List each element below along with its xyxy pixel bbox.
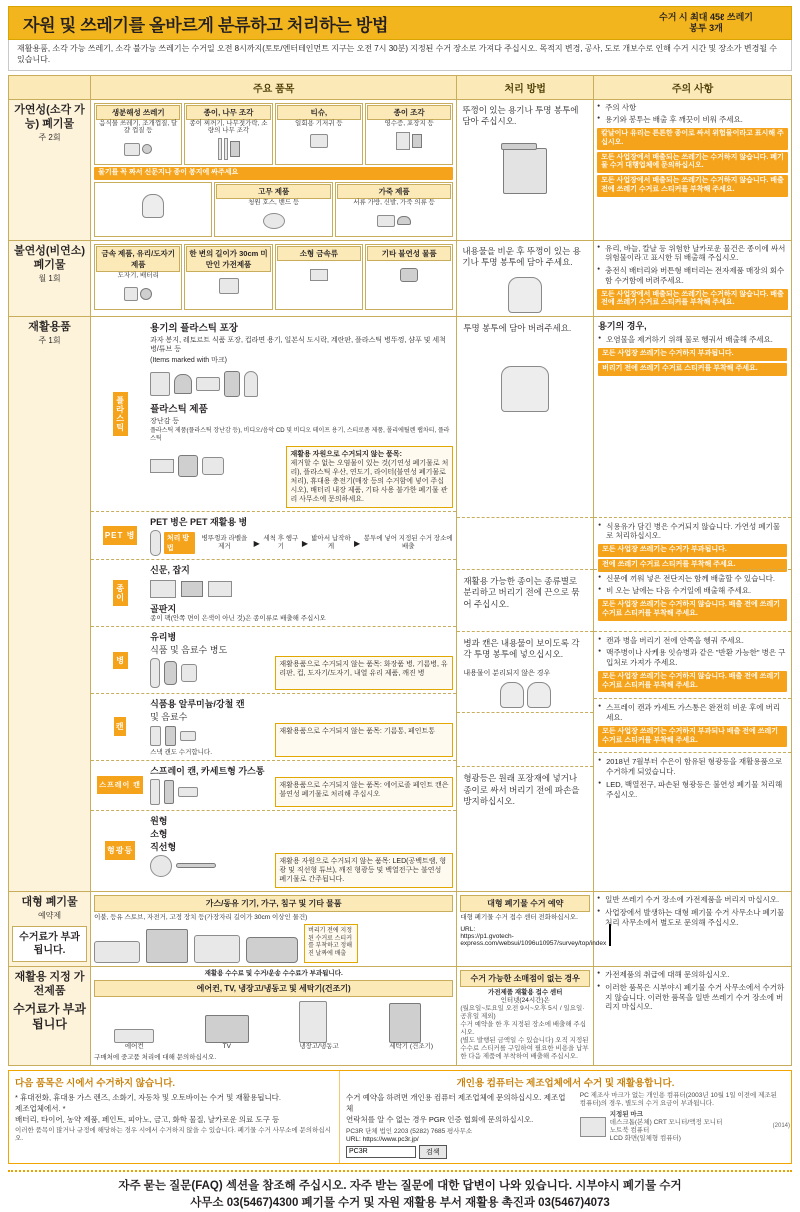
notes-title: 용기의 경우, xyxy=(598,320,647,331)
item-caption: 음식물 쓰레기, 조개껍질, 달걀 껍질 등 xyxy=(99,119,178,135)
tab-pet xyxy=(94,515,146,556)
center-note: (별도 발행된 금액일 수 있습니다) 오직 지정된 수수료 스티커를 구입하여 필요한 비용을 납부한 다음 제품에 부착하여 배출해 주십시오. xyxy=(460,1037,589,1061)
category-label: 재활용 지정 가전제품 xyxy=(14,971,85,998)
paper-scrap-icon xyxy=(367,127,451,155)
category-appliance xyxy=(9,967,91,1065)
metal-ceramic-icon xyxy=(96,280,180,308)
item-cell xyxy=(94,244,182,310)
note-warning: 모든 사업장 쓰레기는 수거하지 않습니다. 배출 전에 쓰레기 수거료 스티커를 부착해 주세요. xyxy=(598,671,787,693)
appliance-sublabel: 에어컨 xyxy=(124,1042,144,1050)
tissue-icon xyxy=(277,127,361,155)
plastics-title: 용기의 플라스틱 포장 xyxy=(150,322,238,334)
cans-title2: 및 음료수 xyxy=(150,712,188,722)
center-phone: 인터넷(24시간)은 xyxy=(500,996,550,1004)
tab-spray xyxy=(94,764,146,807)
food-waste-icon xyxy=(96,135,180,163)
plastics-desc3: 플라스틱 제품(플라스틱 장난감 등), 비디오/음악 CD 및 비디오 테이프 용기, 스티로폼 제품, 폴리에틸렌 랩차티, 플라스틱 xyxy=(150,428,450,442)
search-button[interactable]: 검색 xyxy=(419,1145,447,1159)
item-label: 가죽 제품 xyxy=(337,184,451,199)
pc-line1: 수거 예약을 하려면 개인용 컴퓨터 제조업체에 문의하십시오. 제조업체 xyxy=(346,1092,566,1113)
pet-step-3: 밟아서 납작하게 xyxy=(311,535,351,551)
table-row xyxy=(9,99,792,240)
pet-notes xyxy=(594,517,791,569)
page-mark: (2014) xyxy=(772,1123,790,1129)
fluorescent-title3: 직선형 xyxy=(150,841,177,852)
category-nonburnable xyxy=(9,240,91,316)
note-line: ● 맥주병이나 사케용 잇슈병과 같은 "반환 가능한" 병은 구입처로 가져가 주세요. xyxy=(598,648,787,668)
arrow-icon: ▶ xyxy=(354,538,361,548)
transparent-bag-icon xyxy=(461,366,589,412)
reserve-head: 대형 폐기물 수거 예약 xyxy=(460,895,590,912)
spray-can-icons xyxy=(150,777,271,807)
method-text: 병과 캔은 내용물이 보이도록 각각 투명 봉투에 넣으십시오. xyxy=(463,637,580,660)
tab-label: PET 병 xyxy=(103,526,138,545)
pet-bottle-icon xyxy=(150,530,161,556)
faq-line1: 자주 묻는 질문(FAQ) 섹션을 참조해 주십시오. 자주 받는 질문에 대한 답변이 나와 있습니다. 시부야시 폐기물 수거 xyxy=(118,1179,682,1192)
appliance-sublabel: 냉장고/냉동고 xyxy=(299,1042,339,1050)
item-caption: 서류 가방, 신발, 가죽 의류 등 xyxy=(353,198,435,206)
note-line: ● 비 오는 날에는 다음 수거일에 배출해 주세요. xyxy=(598,586,787,596)
bottom-left-line: * 휴대전화, 휴대용 가스 렌즈, 소화기, 자동차 및 오토바이는 수거 및 재활용됩니다. xyxy=(15,1092,282,1102)
header-subtext: 재활용품, 소각 가능 쓰레기, 소각 불가능 쓰레기는 수거일 오전 8시까지(토토/엔터테인먼트 지구는 오전 7시 30분) 지정된 수거 장소로 가져다 주십시오. 목적지 변경, 공사, 도로 개보수로 인해 수거 시간 및 장소가 변경될 수 있습니다. xyxy=(8,40,792,71)
tab-plastics xyxy=(94,320,146,509)
section-fluorescent xyxy=(91,810,456,891)
item-label: 티슈, xyxy=(277,105,361,120)
tab-label: 플라스틱 xyxy=(113,392,128,436)
note-line: ● 가전제품의 취급에 대해 문의하십시오. xyxy=(597,970,788,980)
col-category xyxy=(9,75,91,99)
bottom-right-title: 개인용 컴퓨터는 제조업체에서 수거 및 재활용합니다. xyxy=(456,1077,675,1089)
item-label: 생분해성 쓰레기 xyxy=(96,105,180,120)
exclusion-title: 재활용 자원으로 수거되지 않는 품목: xyxy=(290,450,402,458)
plastics-notes xyxy=(594,317,791,517)
note-warning: 모든 사업장 쓰레기는 수거하지 부과됩니다. xyxy=(598,348,787,361)
table-row xyxy=(9,892,792,967)
appliance-notes xyxy=(594,967,792,1065)
submethod-text: 내용물이 분리되지 않은 경우 xyxy=(463,669,551,677)
bottle-icons xyxy=(150,656,271,690)
header-note-line2: 봉투 3개 xyxy=(689,23,723,33)
recyclable-items xyxy=(91,316,457,891)
nonburnable-notes xyxy=(594,240,792,316)
pc-url[interactable]: https://www.pc3r.jp/ xyxy=(362,1135,419,1143)
page-header xyxy=(8,6,792,40)
method-text: 재활용 가능한 종이는 종류별로 분리하고 버리기 전에 끈으로 묶어 주십시오. xyxy=(463,575,580,609)
section-bottles xyxy=(91,626,456,693)
item-cell xyxy=(335,182,453,237)
note-warning: 모든 사업장에서 배출되는 쓰레기는 수거하지 않습니다. 배출 전에 쓰레기 수거료 스티커를 부착해 주세요. xyxy=(597,289,788,311)
item-label: 종이, 나무 조각 xyxy=(186,105,270,120)
category-frequency: 주 2회 xyxy=(38,133,61,143)
note-line: ● 충전식 배터리와 버튼형 배터리는 전자제품 매장의 회수함 수거함에 버려주세요. xyxy=(597,266,788,286)
section-plastics xyxy=(91,317,456,512)
item-cell xyxy=(214,182,332,237)
pc-url-label: URL: xyxy=(346,1135,361,1143)
badge-line: LCD 화면(일체형 컴퓨터) xyxy=(609,1135,681,1143)
tab-label: 형광등 xyxy=(105,841,135,860)
item-label: 종이 조각 xyxy=(367,105,451,120)
arrow-icon: ▶ xyxy=(253,538,260,548)
pc-note: PC 제조사 마크가 없는 개인용 컴퓨터(2003년 10월 1일 이전에 제조된 컴퓨터)의 경우, 별도의 수거 요금이 부과됩니다. xyxy=(579,1091,777,1107)
bottles-notes xyxy=(594,631,791,699)
pc-search[interactable] xyxy=(346,1145,572,1159)
plastics-title2: 플라스틱 제품 xyxy=(150,403,208,415)
section-cans xyxy=(91,693,456,760)
center-hours: (월요일~토요일 오전 9시~오후 5시 / 일요일·공휴일 제외) xyxy=(460,1004,585,1020)
item-cell xyxy=(365,244,453,310)
note-line: ● 신문에 끼워 넣은 전단지는 함께 배출할 수 있습니다. xyxy=(598,574,787,584)
bottom-left-title: 다음 품목은 시에서 수거하지 않습니다. xyxy=(15,1077,176,1089)
item-label: 기타 불연성 물품 xyxy=(367,246,451,261)
table-row xyxy=(9,316,792,891)
item-cell xyxy=(184,244,272,310)
category-oversize xyxy=(9,892,91,967)
item-cell xyxy=(94,182,212,237)
method-text: 형광등은 원래 포장재에 넣거나 종이로 싸서 버리기 전에 파손을 방지하십시오. xyxy=(463,773,580,806)
cans-title: 식품용 알루미늄/강철 캔 xyxy=(150,699,245,709)
category-label: 대형 폐기물 xyxy=(21,896,78,909)
item-caption xyxy=(96,184,210,192)
fee-badge: 수거료가 부과 됩니다. xyxy=(12,926,87,962)
section-pet xyxy=(91,511,456,559)
faq-footer xyxy=(8,1170,792,1212)
item-caption: 일회용 기저귀 등 xyxy=(295,119,343,127)
plastics-desc: 과자 봉지, 레토르트 식품 포장, 컵라면 용기, 일본식 도시락, 계란판, 플라스틱 병뚜껑, 샴푸 및 세척 병/튜브 등 xyxy=(150,336,446,353)
section-spray xyxy=(91,760,456,810)
section-paper xyxy=(91,559,456,626)
appliance-method xyxy=(457,967,594,1065)
cans-exclusions: 재활용품으로 수거되지 않는 품목: 기름통, 페인트통 xyxy=(275,723,453,757)
tab-bottles xyxy=(94,630,146,690)
pc-line2: 연락처를 알 수 없는 경우 PGR 인증 협회에 문의하십시오. xyxy=(346,1114,534,1124)
paper-title2: 골판지 xyxy=(150,604,177,615)
item-caption: 영수증, 포장지 등 xyxy=(384,119,434,127)
oversize-icons xyxy=(94,924,453,963)
bottles-title2: 식품 및 음료수 병도 xyxy=(150,645,228,655)
leather-goods-icon xyxy=(337,207,451,235)
note-line: ● 용기와 봉투는 배출 후 깨끗이 비워 주세요. xyxy=(597,115,788,125)
fluorescent-title2: 소형 xyxy=(150,828,168,839)
rubber-hose-icon xyxy=(216,207,330,235)
bottom-left xyxy=(9,1071,339,1163)
center-name: 가전제품 재활용 접수 센터 xyxy=(487,989,563,997)
item-cell xyxy=(184,103,272,166)
note-line: ● 주의 사항 xyxy=(597,103,788,113)
table-header-row xyxy=(9,75,792,99)
recyclable-notes xyxy=(594,316,792,891)
note-line: ● 일반 쓰레기 수거 장소에 가전제품을 버리지 마십시오. xyxy=(597,895,788,905)
table-row xyxy=(9,967,792,1065)
reserve-phone: 대형 폐기물 수거 접수 센터 전화하십시오. xyxy=(460,914,578,922)
spray-exclusions: 재활용품으로 수거되지 않는 품목: 에어로졸 페인트 캔은 불연성 폐기물로 처리해 주십시오 xyxy=(275,777,453,807)
can-icons xyxy=(150,723,271,749)
category-frequency: 월 1회 xyxy=(38,274,61,284)
tab-label: 종이 xyxy=(113,580,128,606)
burnable-wrap-note: 물기를 꼭 짜서 신문지나 종이 봉지에 싸주세요 xyxy=(94,167,453,180)
reserve-url-label: URL: xyxy=(460,925,476,933)
note-line: ● 식용유가 담긴 병은 수거되지 않습니다. 가연성 폐기물로 처리하십시오. xyxy=(598,522,787,542)
item-cell xyxy=(275,244,363,310)
item-label: 한 변의 길이가 30cm 미만인 가전제품 xyxy=(186,246,270,272)
fluorescent-icons xyxy=(150,853,271,879)
lidded-bin-icon xyxy=(460,140,590,194)
pc-mark-icon xyxy=(580,1117,606,1137)
header-note-line1: 수거 시 최대 45ℓ 쓰레기 xyxy=(659,11,753,22)
oversize-tag-note: 버리기 전에 지정된 수거료 스티커를 부착하고 정해진 날짜에 배출 xyxy=(304,924,358,963)
fluorescent-notes xyxy=(594,752,791,806)
appliance-items-label: 에어컨, TV, 냉장고/냉동고 및 세탁기(건조기) xyxy=(94,980,453,997)
bottom-left-line: 제조업체에서. * xyxy=(15,1103,66,1113)
category-recyclable xyxy=(9,316,91,891)
note-line: ● 캔과 병을 버리기 전에 안쪽을 헹궈 주세요. xyxy=(598,636,787,646)
bottles-exclusions: 재활용품으로 수거되지 않는 품목: 화장품 병, 기름병, 유리판, 컵, 도자기/도자기, 내열 유리 제품, 깨진 병 xyxy=(275,656,453,690)
category-label: 가연성(소각 가능) 폐기물 xyxy=(14,103,85,130)
other-nonburnable-icon xyxy=(367,261,451,289)
note-line: ● LED, 백열전구, 파손된 형광등은 불연성 폐기물 처리해 주십시오. xyxy=(598,780,787,800)
center-title: 수거 가능한 소매점이 없는 경우 xyxy=(460,970,590,987)
page-title: 자원 및 쓰레기를 올바르게 분류하고 처리하는 방법 xyxy=(23,15,389,35)
header-note xyxy=(621,7,791,39)
appliance-bottom-note: 구매처에 중고품 처리에 대해 문의하십시오. xyxy=(94,1053,217,1061)
burnable-method xyxy=(457,99,594,240)
plastics-items-icons xyxy=(150,367,453,401)
item-caption: 청원 호스, 밴드 등 xyxy=(248,198,300,206)
bottom-right xyxy=(340,1071,791,1163)
item-cell xyxy=(275,103,363,166)
pet-step-4: 봉투에 넣어 지정된 수거 장소에 배출 xyxy=(363,535,453,551)
appliance-items xyxy=(91,967,457,1065)
method-text: 투명 봉투에 담아 버려주세요. xyxy=(463,322,572,333)
col-notes: 주의 사항 xyxy=(594,75,792,99)
two-bags-icon xyxy=(461,682,589,708)
category-label: 재활용품 xyxy=(28,320,71,333)
pet-step-1: 병뚜껑과 라벨을 제거 xyxy=(201,535,248,551)
method-text: 내용물을 비운 후 뚜껑이 있는 용기나 투명 봉투에 담아 주세요. xyxy=(462,245,581,268)
note-line: ● 사업장에서 발생하는 대형 폐기물 수거 사무소나 폐기물 처리 사무소에서 별도로 문의해 주십시오. xyxy=(597,908,788,928)
method-text: 뚜껑이 있는 용기나 투명 봉투에 담아 주십시오. xyxy=(462,104,579,127)
plastic-bag-icon xyxy=(96,192,210,220)
spray-method xyxy=(457,712,593,766)
small-metal-icon xyxy=(277,261,361,289)
fluorescent-title: 원형 xyxy=(150,815,168,826)
table-row xyxy=(9,240,792,316)
appliance-head: 재활용 수수료 및 수거/운송 수수료가 부과됩니다. xyxy=(204,970,343,978)
plastics-desc2: 장난감 등 xyxy=(150,417,180,425)
search-input[interactable] xyxy=(346,1146,416,1158)
note-warning: 모든 사업장에서 배출되는 쓰레기는 수거하지 않습니다. 폐기물 수거 대행업체에 문의하십시오. xyxy=(597,152,788,174)
category-label: 불연성(비연소) 폐기물 xyxy=(13,244,86,272)
bottles-title: 유리병 xyxy=(150,632,177,642)
item-label: 금속 제품, 유리/도자기 제품 xyxy=(96,246,180,272)
pet-method xyxy=(457,517,593,569)
paper-method xyxy=(457,569,593,631)
waste-table xyxy=(8,75,792,1066)
fluorescent-method xyxy=(457,766,593,813)
note-line: ● 이러한 품목은 시부야시 폐기물 수거 사무소에서 수거하지 않습니다. 이러한 품목을 일반 쓰레기 수거 장소에 버리지 마십시오. xyxy=(597,983,788,1012)
oversize-desc: 이불, 등유 스토브, 자전거, 고정 장치 등(가장자리 길이가 30cm 이상인 물건) xyxy=(94,914,308,922)
note-warning: 버리기 전에 쓰레기 수거료 스티커를 부착해 주세요. xyxy=(598,363,787,376)
pet-step-2: 세척 후 헹구기 xyxy=(263,535,299,551)
tab-label: 스프레이 캔 xyxy=(97,776,143,794)
small-appliance-icon xyxy=(186,272,270,300)
note-line: ● 스프레이 캔과 카세트 가스통은 완전히 비운 후에 버리세요. xyxy=(598,703,787,723)
burnable-items xyxy=(91,99,457,240)
nonburnable-items xyxy=(91,240,457,316)
reserve-url[interactable]: https://p1.gvotech-express.com/websui/1096u10957/survey/top/index xyxy=(460,932,607,947)
oversize-method xyxy=(457,892,607,967)
item-cell xyxy=(365,103,453,166)
note-line: ● 유리, 바늘, 칼날 등 위험한 날카로운 물건은 종이에 싸서 위험물이라고 표시한 뒤 배출해 주십시오. xyxy=(597,244,788,264)
arrow-icon: ▶ xyxy=(301,538,309,548)
oversize-items xyxy=(91,892,457,967)
spray-notes xyxy=(594,698,791,752)
plastics-exclusions xyxy=(286,446,453,509)
tab-paper xyxy=(94,563,146,623)
oversize-head: 가스/동유 기기, 가구, 침구 및 기타 물품 xyxy=(94,895,453,912)
bottles-method xyxy=(457,631,593,712)
appliance-sublabel: 세탁기 (건조기) xyxy=(389,1042,434,1050)
category-frequency: 예약제 xyxy=(37,911,62,921)
category-burnable xyxy=(9,99,91,240)
plastic-products-icons xyxy=(150,446,282,486)
appliance-fee: 수거료가 부과됩니다 xyxy=(13,1001,86,1032)
item-cell xyxy=(94,103,182,166)
burnable-notes xyxy=(594,99,792,240)
plastics-mark: (Items marked with 마크) xyxy=(150,356,228,364)
note-warning: 모든 사업장에서 배출되는 쓰레기는 수거하지 않습니다. 배출 전에 쓰레기 수거료 스티커를 부착해 주세요. xyxy=(597,175,788,197)
bottom-left-line: 이러한 품목이 많거나 규정에 해당하는 경우 시에서 수거하지 않을 수 있습니다. 폐기물 수거 사무소에 문의하십시오. xyxy=(15,1126,331,1142)
paper-notes xyxy=(594,569,791,631)
category-frequency: 주 1회 xyxy=(38,335,61,345)
recyclable-method xyxy=(457,316,594,891)
exclusion-body: 제거할 수 없는 오염물이 있는 것(기연성 폐기물로 처리), 플라스틱 우산, 연도기, 라이터(불연성 폐기물로 처리), 휴대용 충전기(매장 등의 수거함에 넣어 주십시오), 배터리 내장 제품, 기타 사용 불가한 폐기물 관리 사무소에 문의하세요. xyxy=(290,459,449,504)
tab-label: 캔 xyxy=(114,717,127,736)
bottom-left-line: 배터리, 타이어, 농약 제품, 페인트, 피아노, 금고, 화학 물질, 날카로운 의료 도구 등 xyxy=(15,1114,280,1124)
nonburnable-method xyxy=(457,240,594,316)
plastics-method xyxy=(457,317,593,517)
pc-org: PC3R 단체 법인 2203 (5282) 7685 평사무소 xyxy=(346,1127,473,1135)
badge-line: 노트북 컴퓨터 xyxy=(609,1127,650,1135)
paper-desc: 종이 팩(안쪽 면이 은색이 아닌 것)은 종이류로 배출해 주십시오 xyxy=(150,615,326,623)
tab-label: 병 xyxy=(113,652,128,669)
appliance-sublabel: TV xyxy=(222,1042,231,1050)
item-caption: 도자기, 배터리 xyxy=(117,271,159,279)
note-warning: 모든 사업장 쓰레기는 수거하지 부과되나 배출 전에 쓰레기 수거료 스티커를 부착해 주세요. xyxy=(598,726,787,748)
oversize-notes xyxy=(594,892,792,967)
note-warning: 모든 사업장 쓰레기는 수거하지 않습니다. 배출 전에 쓰레기 수거료 스티커를 부착해 주세요. xyxy=(598,599,787,621)
pet-title: PET 병은 PET 재활용 병 xyxy=(150,517,248,528)
transparent-bag-icon xyxy=(460,277,590,313)
faq-line2: 사무소 03(5467)4300 폐기물 수거 및 자원 재활용 부서 재활용 촉진과 03(5467)4073 xyxy=(190,1196,610,1209)
wood-scrap-icon xyxy=(186,135,270,163)
tab-fluorescent xyxy=(94,814,146,888)
badge-title: 지정된 마크 xyxy=(609,1110,643,1118)
item-caption: 종이 찌꺼기, 나무젓가락, 소량의 나무 조각 xyxy=(189,119,268,135)
paper-icons xyxy=(150,576,453,602)
tab-cans xyxy=(94,697,146,757)
fluorescent-exclusions: 재활용 자원으로 수거되지 않는 품목: LED(공백트램, 형광 및 직선형 튜브), 깨진 형광등 및 백열전구는 불연성 폐기물로 간주됩니다. xyxy=(275,853,453,888)
center-sub: 수거 예약을 한 후 지정된 장소에 배출해 주십시오. xyxy=(460,1020,586,1037)
appliance-icons xyxy=(94,1001,453,1051)
spray-title: 스프레이 캔, 카세트형 가스통 xyxy=(150,765,265,776)
item-label: 고무 제품 xyxy=(216,184,330,199)
note-line: ● 오염물을 제거하기 위해 물로 헹궈서 배출해 주세요. xyxy=(598,335,787,345)
note-warning: 모든 사업장 쓰레기는 수거가 부과됩니다. xyxy=(598,544,787,557)
cans-desc: 스낵 캔도 수거합니다. xyxy=(150,749,213,756)
bottom-panel xyxy=(8,1070,792,1164)
badge-line: 데스크톱(본체) CRT 모니터/액정 모니터 xyxy=(609,1118,723,1126)
paper-title: 신문, 잡지 xyxy=(150,565,190,576)
col-method: 처리 방법 xyxy=(457,75,594,99)
item-label: 소형 금속류 xyxy=(277,246,361,261)
note-warning: 칼날이나 유리는 튼튼한 종이로 싸서 위험물이라고 표시해 주십시오. xyxy=(597,128,788,150)
note-line: ● 2018년 7월부터 수은이 함유된 형광등을 재활용품으로 수거하게 되었습니다. xyxy=(598,757,787,777)
note-warning: 전에 쓰레기 수거료 스티커를 부착해 주세요. xyxy=(598,559,787,572)
col-items: 주요 품목 xyxy=(91,75,457,99)
pet-method-label: 처리 방법 xyxy=(164,532,195,554)
